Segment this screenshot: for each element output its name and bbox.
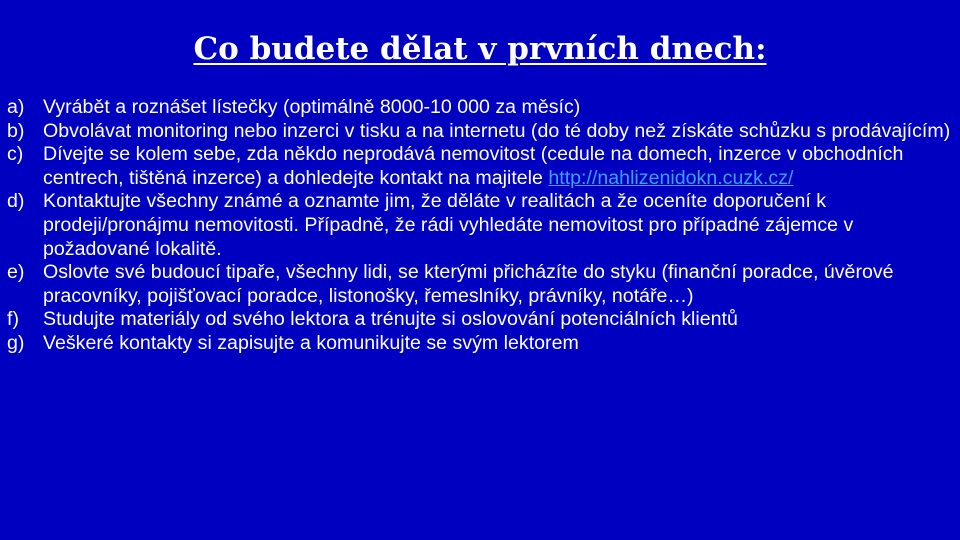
list-marker: g) (7, 331, 25, 354)
list-marker: e) (7, 261, 25, 284)
list-item-text: Veškeré kontakty si zapisujte a komunikujte se svým lektorem (43, 331, 579, 354)
list-item-d (7, 190, 952, 261)
cuzk-link[interactable]: http://nahlizenidokn.cuzk.cz/ (548, 166, 794, 189)
list-item-text-container (43, 143, 952, 190)
list-marker: d) (7, 190, 25, 213)
list-item-a (7, 96, 952, 120)
list-item-e (7, 261, 952, 308)
slide-title: Co budete dělat v prvních dnech: (193, 31, 767, 67)
list-item-text: Vyrábět a roznášet lístečky (optimálně 8000-10 000 za měsíc) (43, 96, 581, 118)
list-item-g (7, 332, 952, 356)
list-item-text: Oslovte své budoucí tipaře, všechny lidi, se kterými přicházíte do styku (finanční poradce, úvěrové pracovníky, pojišťovací poradce, listonošky, řemeslníky, právníky, notáře…) (43, 261, 894, 307)
list-marker: c) (7, 143, 24, 166)
task-list (7, 96, 952, 356)
list-item-text: Dívejte se kolem sebe, zda někdo neprodává nemovitost (cedule na domech, inzerce v obchodních centrech, tištěná inzerce) a dohledejte kontakt na majitele (43, 143, 904, 189)
list-marker: b) (7, 119, 25, 142)
list-item-text: Studujte materiály od svého lektora a trénujte si oslovování potenciálních klientů (43, 308, 738, 331)
list-marker: f) (7, 308, 19, 331)
list-item-b (7, 120, 952, 144)
list-item-c (7, 143, 952, 190)
list-item-text: Obvolávat monitoring nebo inzerci v tisku a na internetu (do té doby než získáte schůzku s prodávajícím) (43, 119, 951, 142)
list-item-text: Kontaktujte všechny známé a oznamte jim, že děláte v realitách a že oceníte doporučení k prodeji/pronájmu nemovitosti. Případně, že rádi vyhledáte nemovitost pro případné zájemce v požadované lokalitě. (43, 190, 854, 260)
list-marker: a) (7, 96, 25, 118)
list-item-f (7, 308, 952, 332)
